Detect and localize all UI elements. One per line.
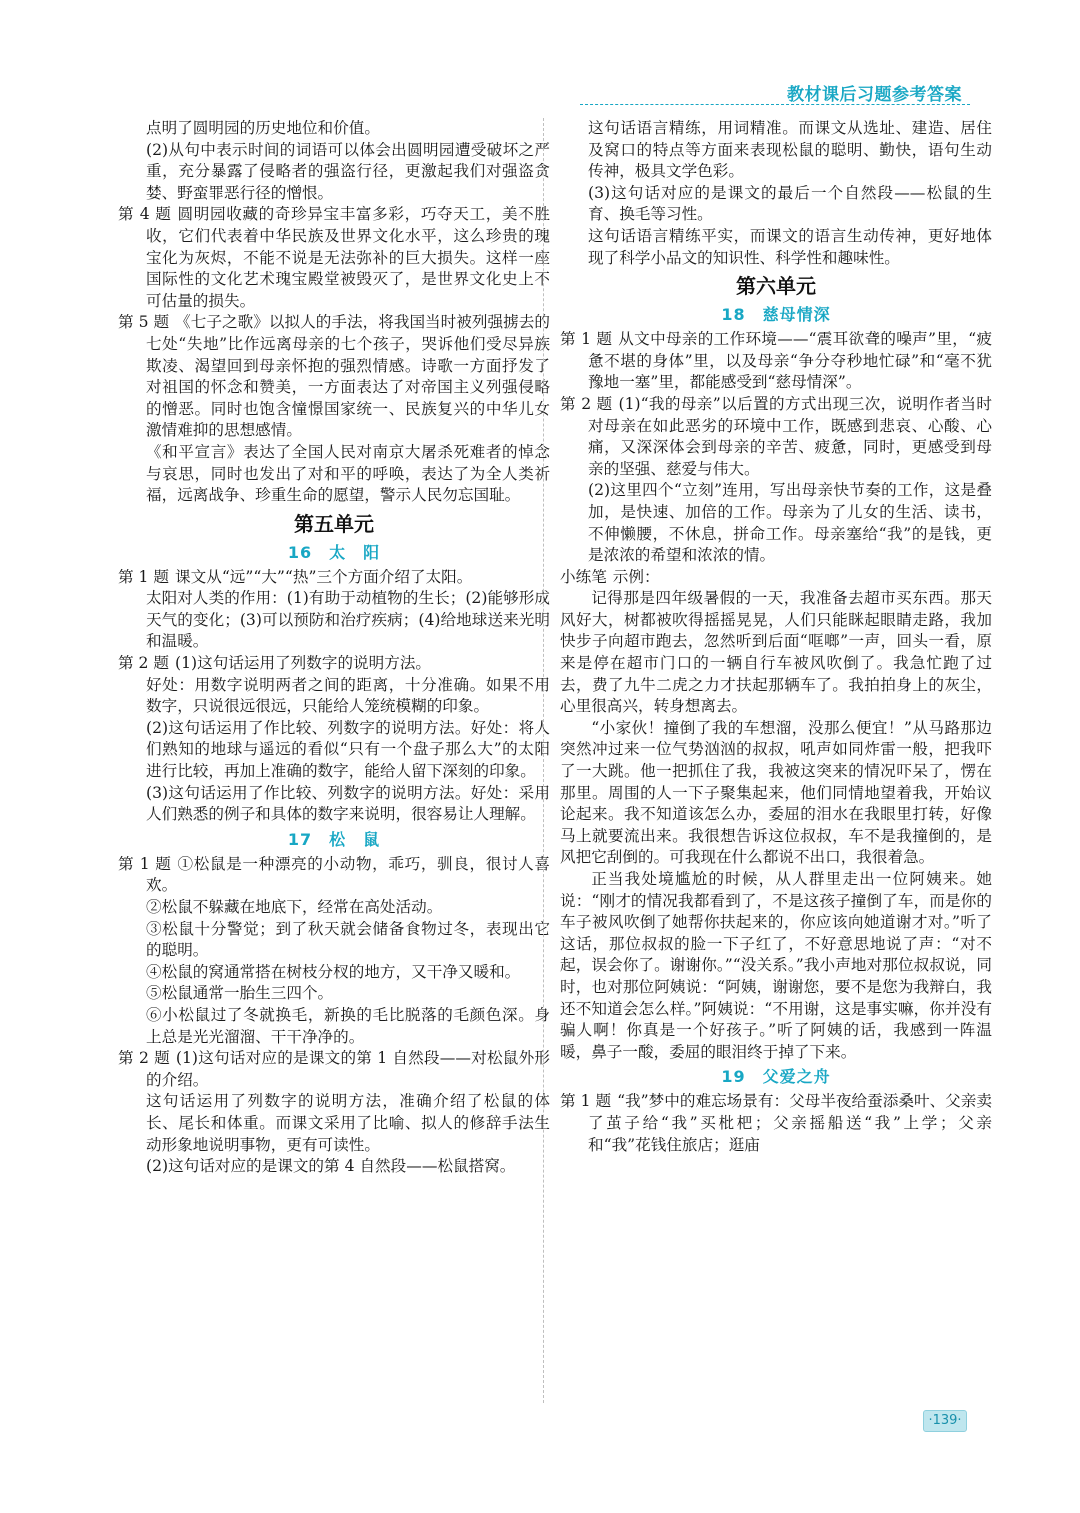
answer-text: 示例： (612, 567, 660, 586)
question-label: 第 2 题 (560, 394, 613, 413)
answer-text: 课文从“远”“大”“热”三个方面介绍了太阳。 (175, 567, 473, 586)
page-header (0, 0, 1080, 110)
question-answer (118, 1048, 550, 1091)
question-answer (118, 653, 550, 675)
answer-paragraph: 这句话语言精练，用词精准。而课文从选址、建造、居住及窝口的特点等方面来表现松鼠的聪明、勤快，语句生动传神，极具文学色彩。 (588, 119, 992, 181)
question-label: 小练笔 (560, 567, 607, 586)
answer-paragraph: ③松鼠十分警觉；到了秋天就会储备食物过冬，表现出它的聪明。 (146, 919, 550, 960)
answer-text: 《七子之歌》以拟人的手法，将我国当时被列强掳去的七处“失地”比作远离母亲的七个孩子，哭诉他们受尽异族欺凌、渴望回到母亲怀抱的强烈情感。诗歌一方面抒发了对祖国的怀念和赞美，一方面表达了对帝国主义列强侵略的憎恶。同时也饱含憧憬国家统一、民族复兴的中华儿女激情难抑的思想感情。 (146, 313, 550, 440)
question-label: 第 1 题 (118, 854, 172, 873)
answer-text: 圆明园收藏的奇珍异宝丰富多彩，巧夺天工，美不胜收，它们代表着中华民族及世界文化水平，这么珍贵的瑰宝化为灰烬，不能不说是无法弥补的巨大损失。这样一座国际性的文化艺术瑰宝殿堂被毁灭了，是世界文化史上不可估量的损失。 (146, 205, 550, 310)
question-answer (560, 1091, 992, 1156)
answer-text: (1)这句话运用了列数字的说明方法。 (175, 654, 432, 673)
answer-paragraph: 《和平宣言》表达了全国人民对南京大屠杀死难者的悼念与哀思，同时也发出了对和平的呼唤，表达了为全人类祈福，远离战争、珍重生命的愿望，警示人民勿忘国耻。 (146, 442, 550, 505)
answer-text: “我”梦中的难忘场景有：父母半夜给蚕添桑叶、父亲卖了茧子给“我”买枇杷；父亲摇船送“我”上学；父亲和“我”花钱住旅店；逛庙 (588, 1092, 992, 1154)
question-label: 第 1 题 (560, 1092, 612, 1111)
question-label: 第 4 题 (118, 205, 172, 224)
unit-title: 第五单元 (294, 511, 374, 536)
answer-paragraph: (3)这句话对应的是课文的最后一个自然段——松鼠的生育、换毛等习性。 (588, 183, 992, 224)
question-label: 第 1 题 (118, 567, 170, 586)
answer-paragraph: ⑥小松鼠过了冬就换毛，新换的毛比脱落的毛颜色深。身上总是光光溜溜、干干净净的。 (146, 1005, 550, 1046)
answer-paragraph: 太阳对人类的作用：(1)有助于动植物的生长；(2)能够形成天气的变化；(3)可以预防和治疗疾病；(4)给地球送来光明和温暖。 (146, 589, 550, 651)
question-label: 第 2 题 (118, 1049, 170, 1068)
answer-paragraph: (3)这句话运用了作比较、列数字的说明方法。好处：采用人们熟悉的例子和具体的数字来说明，很容易让人理解。 (146, 783, 550, 824)
lesson-title: 16 太 阳 (287, 542, 381, 562)
answer-paragraph: ⑤松鼠通常一胎生三四个。 (146, 984, 334, 1003)
answer-text: ①松鼠是一种漂亮的小动物，乖巧，驯良，很讨人喜欢。 (146, 854, 550, 895)
answer-paragraph: (2)这句话对应的是课文的第 4 自然段——松鼠搭窝。 (146, 1157, 516, 1176)
question-label: 第 5 题 (118, 313, 170, 332)
essay-paragraph: 正当我处境尴尬的时候，从人群里走出一位阿姨来。她说：“刚才的情况我都看到了，不是这孩子撞倒了车，而是你的车子被风吹倒了她帮你扶起来的，你应该向她道谢才对。”听了这话，那位叔叔的脸一下子红了，不好意思地说了声：“对不起，误会你了。谢谢你。”“没关系。”我小声地对那位叔叔说，同时，也对那位阿姨说：“阿姨，谢谢您，要不是您为我辩白，我还不知道会怎么样。”阿姨说：“不用谢，这是事实嘛，你并没有骗人啊！你真是一个好孩子。”听了阿姨的话，我感到一阵温暖，鼻子一酸，委屈的眼泪终于掉了下来。 (560, 870, 992, 1061)
question-answer (118, 567, 550, 589)
left-column (118, 118, 550, 1178)
right-column (560, 118, 992, 1156)
answer-paragraph: ④松鼠的窝通常搭在树枝分杈的地方，又干净又暖和。 (146, 962, 521, 981)
question-answer (118, 854, 550, 897)
question-label: 第 2 题 (118, 654, 170, 673)
answer-paragraph: 点明了圆明园的历史地位和价值。 (146, 119, 380, 137)
answer-text: (1)这句话对应的是课文的第 1 自然段——对松鼠外形的介绍。 (146, 1049, 550, 1089)
question-label: 第 1 题 (560, 330, 613, 349)
answer-text: 从文中母亲的工作环境——“震耳欲聋的噪声”里，“疲惫不堪的身体”里，以及母亲“争分夺秒地忙碌”和“毫不犹豫地一塞”里，都能感受到“慈母情深”。 (588, 330, 993, 392)
answer-paragraph: 这句话语言精练平实，而课文的语言生动传神，更好地体现了科学小品文的知识性、科学性和趣味性。 (588, 226, 992, 267)
answer-paragraph: 好处：用数字说明两者之间的距离，十分准确。如果不用数字，只说很远很远，只能给人笼统模糊的印象。 (146, 675, 550, 716)
answer-paragraph: 这句话运用了列数字的说明方法，准确介绍了松鼠的体长、尾长和体重。而课文采用了比喻、拟人的修辞手法生动形象地说明事物，更有可读性。 (146, 1092, 550, 1154)
lesson-title: 17 松 鼠 (287, 829, 381, 849)
question-answer (560, 394, 992, 480)
header-rule (580, 104, 970, 106)
answer-paragraph: (2)这里四个“立刻”连用，写出母亲快节奏的工作，这是叠加，是快速、加倍的工作。母亲为了儿女的生活、读书，不伸懒腰，不休息，拼命工作。母亲塞给“我”的是钱，更是浓浓的希望和浓浓的情。 (588, 481, 992, 565)
question-answer (560, 329, 992, 394)
answer-paragraph: ②松鼠不躲藏在地底下，经常在高处活动。 (146, 898, 443, 916)
answer-paragraph: (2)从句中表示时间的词语可以体会出圆明园遭受破坏之严重，充分暴露了侵略者的强盗行径，更激起我们对强盗贪婪、野蛮罪恶行径的憎恨。 (146, 140, 550, 202)
column-divider (543, 118, 544, 1403)
lesson-title: 18 慈母情深 (721, 305, 831, 325)
question-answer (560, 567, 992, 589)
page-number: ·139· (923, 1410, 967, 1432)
header-title: 教材课后习题参考答案 (787, 85, 962, 105)
answer-text: (1)“我的母亲”以后置的方式出现三次，说明作者当时对母亲在如此恶劣的环境中工作，既感到悲哀、心酸、心痛，又深深体会到母亲的辛苦、疲惫，同时，更感受到母亲的坚强、慈爱与伟大。 (588, 394, 992, 478)
essay-paragraph: 记得那是四年级暑假的一天，我准备去超市买东西。那天风好大，树都被吹得摇摇晃晃，人们只能眯起眼睛走路，我加快步子向超市跑去，忽然听到后面“哐啷”一声，回头一看，原来是停在超市门口的一辆自行车被风吹倒了。我急忙跑了过去，费了九牛二虎之力才扶起那辆车了。我拍拍身上的灰尘，心里很高兴，转身想离去。 (560, 589, 992, 716)
answer-paragraph: (2)这句话运用了作比较、列数字的说明方法。好处：将人们熟知的地球与遥远的看似“只有一个盘子那么大”的太阳进行比较，再加上准确的数字，能给人留下深刻的印象。 (146, 718, 550, 781)
essay-paragraph: “小家伙！撞倒了我的车想溜，没那么便宜！”从马路那边突然冲过来一位气势汹汹的叔叔，吼声如同炸雷一般，把我吓了一大跳。他一把抓住了我，我被这突来的情况吓呆了，愣在那里。周围的人一下子聚集起来，他们同情地望着我，开始议论起来。我不知道该怎么办，委屈的泪水在我眼里打转，好像马上就要流出来。我很想告诉这位叔叔，车不是我撞倒的，是风把它刮倒的。可我现在什么都说不出口，我很着急。 (560, 718, 992, 867)
unit-title: 第六单元 (736, 274, 816, 299)
lesson-title: 19 父爱之舟 (721, 1067, 831, 1087)
question-answer (118, 312, 550, 442)
question-answer (118, 204, 550, 312)
